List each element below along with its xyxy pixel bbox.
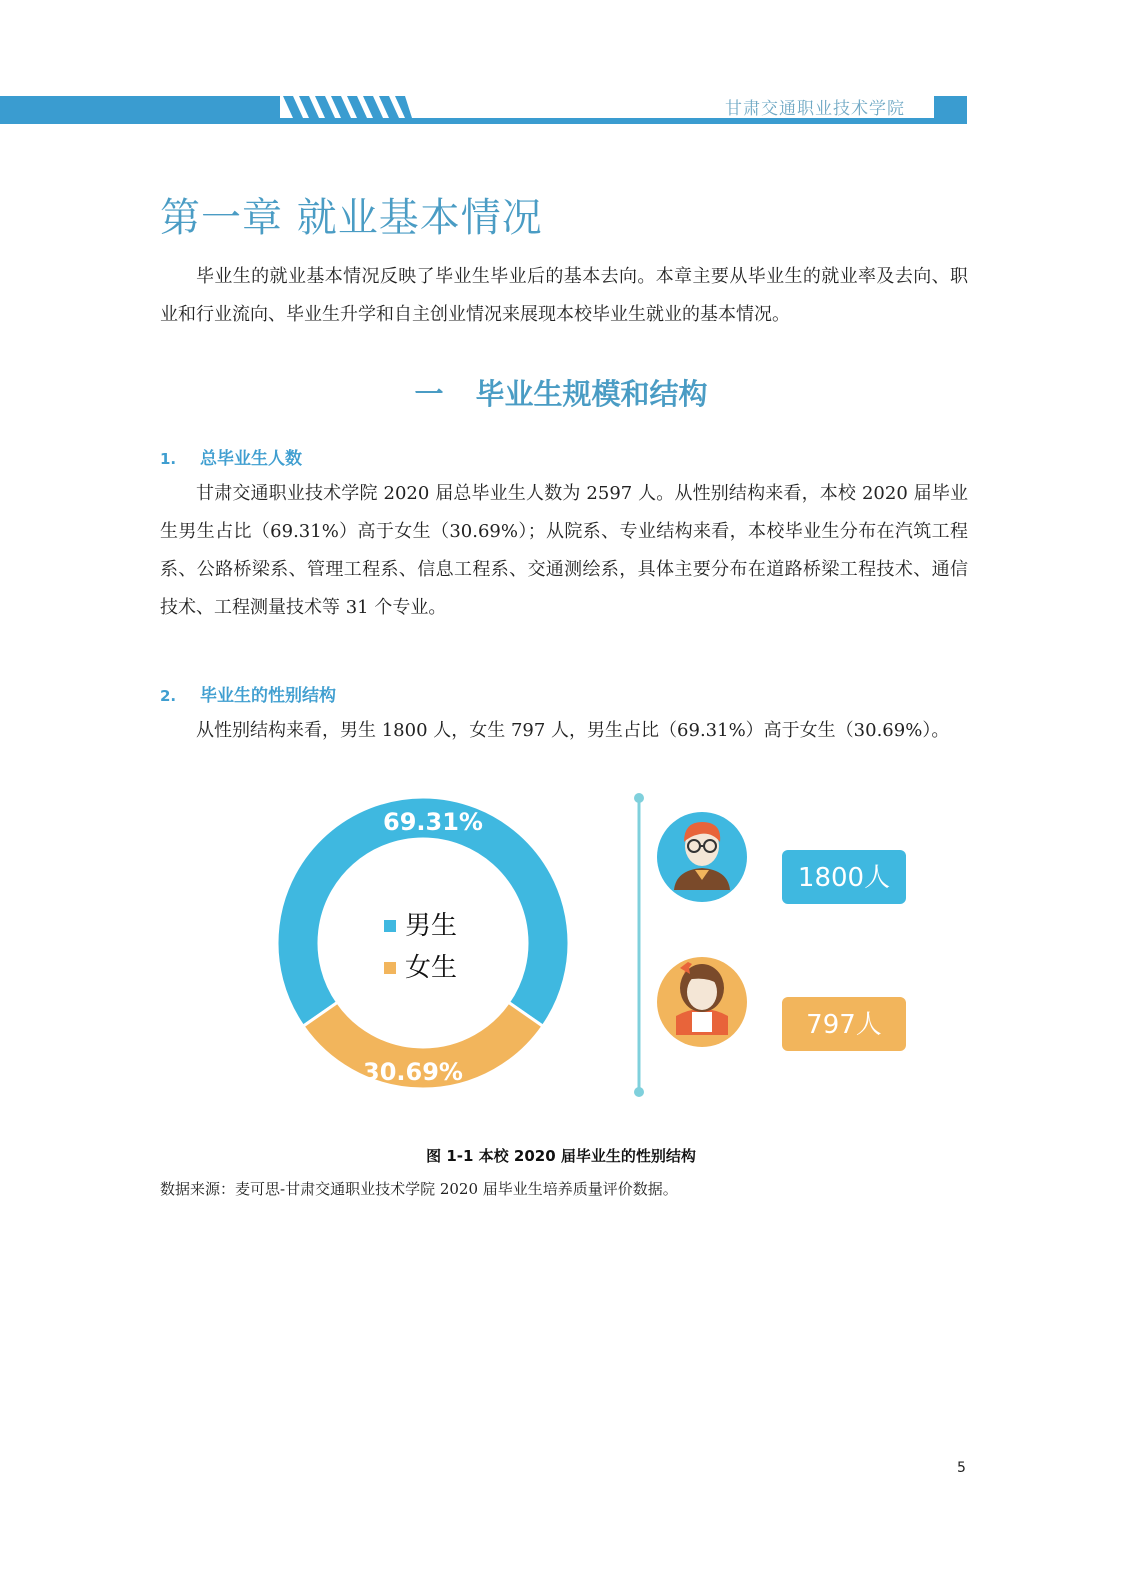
male-avatar-icon (657, 812, 747, 902)
gender-chart-svg (0, 780, 1122, 1120)
male-percent-label: 69.31% (383, 808, 483, 836)
legend-label-male: 男生 (405, 911, 458, 941)
gender-chart (0, 780, 1122, 1120)
figure-source: 数据来源：麦可思-甘肃交通职业技术学院 2020 届毕业生培养质量评价数据。 (160, 1180, 678, 1198)
legend-swatch-female (384, 962, 396, 974)
legend-label-female: 女生 (405, 953, 458, 983)
female-count-label: 797人 (806, 1010, 882, 1040)
subsection-2-paragraph: 从性别结构来看，男生 1800 人，女生 797 人，男生占比（69.31%）高于女生（30.69%）。 (196, 720, 950, 741)
section-number: 一 (414, 377, 444, 411)
male-count-label: 1800人 (797, 863, 891, 893)
female-avatar-icon (657, 957, 747, 1047)
subsection-1-paragraph: 甘肃交通职业技术学院 2020 届总毕业生人数为 2597 人。从性别结构来看，本校 2020 届毕业生男生占比（69.31%）高于女生（30.69%）；从院系、专业结构来看，本校毕业生分布在汽筑工程系、公路桥梁系、管理工程系、信息工程系、交通测绘系，具体主要分布在道路桥梁工程技术、通信技术、工程测量技术等 31 个专业。 (160, 483, 968, 618)
donut-group (277, 797, 569, 1089)
divider-line (634, 793, 644, 1097)
subsection-1-number: 1. (160, 450, 177, 468)
figure-caption: 图 1-1 本校 2020 届毕业生的性别结构 (426, 1147, 696, 1165)
intro-paragraph: 毕业生的就业基本情况反映了毕业生毕业后的基本去向。本章主要从毕业生的就业率及去向、职业和行业流向、毕业生升学和自主创业情况来展现本校毕业生就业的基本情况。 (160, 266, 968, 325)
subsection-2-number: 2. (160, 687, 177, 705)
page-number: 5 (957, 1460, 966, 1476)
subsection-1-title-text: 总毕业生人数 (200, 449, 302, 469)
female-percent-label: 30.69% (363, 1058, 463, 1086)
subsection-2-title-text: 毕业生的性别结构 (200, 686, 336, 706)
chapter-title: 第一章 就业基本情况 (160, 195, 543, 241)
subsection-2-title (160, 681, 336, 706)
section-title (0, 372, 1122, 413)
header-school-name: 甘肃交通职业技术学院 (725, 99, 905, 119)
legend-swatch-male (384, 920, 396, 932)
section-title-text: 毕业生规模和结构 (475, 377, 708, 411)
subsection-1-title (160, 444, 302, 469)
